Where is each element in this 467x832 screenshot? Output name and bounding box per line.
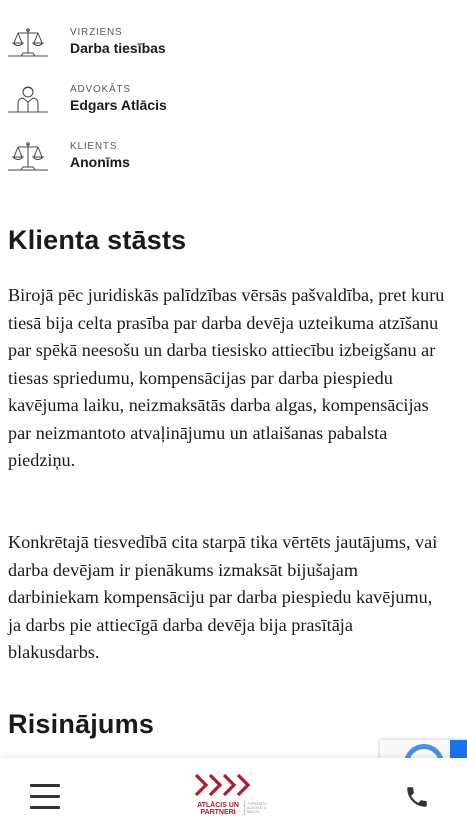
story-paragraph: Konkrētajā tiesvedībā cita starpā tika vērtēts jautājums, vai darba devējam ir pienākums izmaksāt bijušajam darbiniekam kompensāciju par darba piespiedu kavējumu, ja darbs pie attiecīgā darba devēja bija prasītāja blakusdarbs. <box>8 532 438 662</box>
scales-icon <box>8 27 48 61</box>
meta-value: Darba tiesības <box>70 40 166 56</box>
solution-heading: Risinājums <box>8 709 155 739</box>
logo-divider <box>244 801 245 815</box>
phone-icon[interactable] <box>404 784 430 810</box>
hamburger-menu-icon[interactable] <box>30 782 64 812</box>
meta-label: ADVOKĀTS <box>70 84 131 95</box>
meta-label: VIRZIENS <box>70 27 123 38</box>
story-heading: Klienta stāsts <box>8 225 187 255</box>
story-paragraph: Birojā pēc juridiskās palīdzības vērsās pašvaldība, pret kuru tiesā bija celta prasība par darba devēja uzteikuma atzīšanu par spēkā neesošu un darba tiesisko attiecību izbeigšanu ar tiesas spriedumu, kompensācijas par darba piespiedu kavējuma laiku, neizmaksātās darba algas, kompensācijas par neizmantoto atvaļinājumu un atlaišanas pabalsta piedziņu. <box>8 285 445 470</box>
logo-subtitle: ZVĒRINĀTU ADVOKĀTU BIROJS <box>247 802 267 814</box>
recaptcha-badge[interactable] <box>380 740 467 758</box>
bottom-nav-bar <box>0 758 467 832</box>
logo-chevrons-icon <box>193 772 273 802</box>
site-logo[interactable] <box>193 772 273 818</box>
case-meta-client <box>8 141 448 181</box>
meta-value: Anonīms <box>70 154 130 170</box>
recaptcha-icon <box>404 744 444 758</box>
meta-value: Edgars Atlācis <box>70 97 167 113</box>
case-meta-lawyer <box>8 84 448 124</box>
case-meta-direction <box>8 27 448 67</box>
meta-label: KLIENTS <box>70 141 118 152</box>
recaptcha-tab <box>450 740 467 758</box>
lawyer-icon <box>8 84 48 118</box>
scales-icon <box>8 141 48 175</box>
logo-text: ATLĀCIS UN PARTNERI <box>197 802 239 816</box>
